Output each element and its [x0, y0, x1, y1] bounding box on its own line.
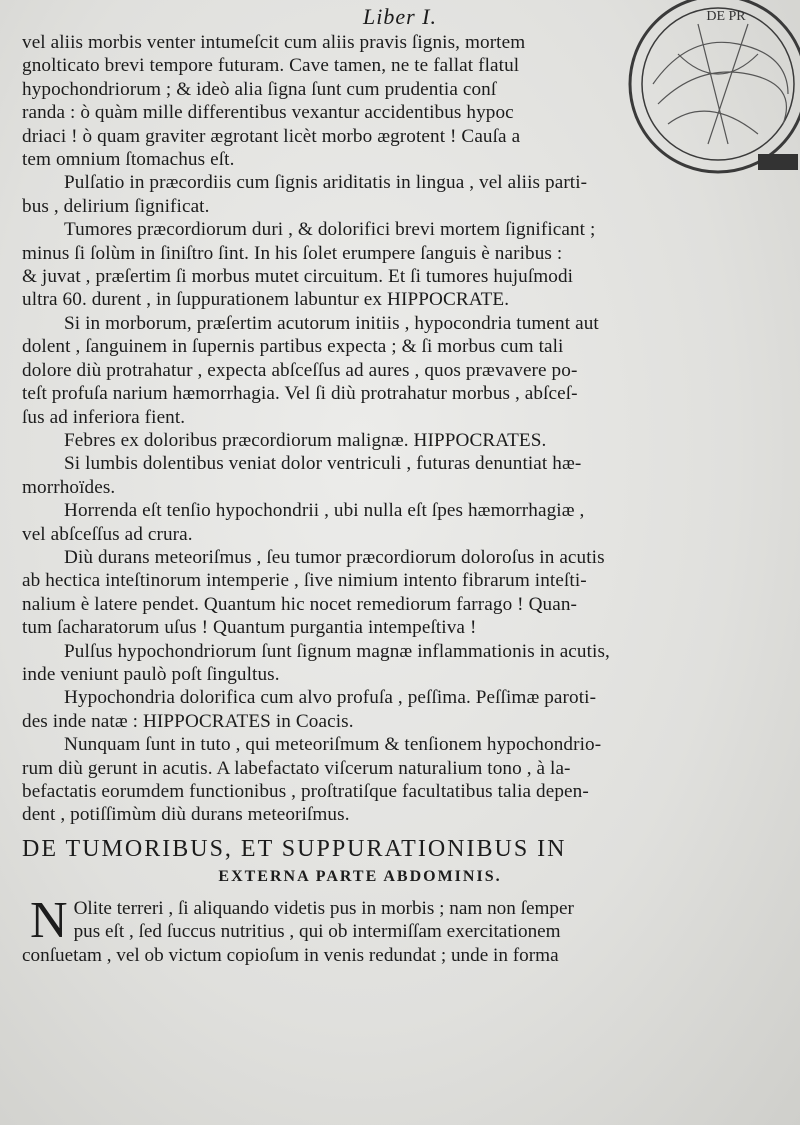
- text-line: Pulſatio in præcordiis cum ſignis ariditatis in lingua , vel aliis parti-: [64, 172, 588, 194]
- text-line: conſuetam , vel ob victum copioſum in venis redundat ; unde in forma: [22, 944, 559, 966]
- text-line: hypochondriorum ; & ideò alia ſigna ſunt cum prudentia conſ: [22, 78, 497, 100]
- text-line: Nunquam ſunt in tuto , qui meteoriſmum & tenſionem hypochondrio-: [64, 734, 602, 756]
- text-line: Pulſus hypochondriorum ſunt ſignum magnæ inflammationis in acutis,: [64, 640, 610, 662]
- section-subheading: EXTERNA PARTE ABDOMINIS.: [218, 868, 502, 885]
- text-line: Horrenda eſt tenſio hypochondrii , ubi nulla eſt ſpes hæmorrhagiæ ,: [64, 500, 585, 522]
- text-line: des inde natæ : HIPPOCRATES in Coacis.: [22, 710, 354, 732]
- text-line: morrhoïdes.: [22, 476, 116, 498]
- text-line: Hypochondria dolorifica cum alvo profuſa , peſſima. Peſſimæ paroti-: [64, 687, 597, 709]
- text-line: pus eſt , ſed ſuccus nutritius , qui ob intermiſſam exercitationem: [73, 921, 561, 943]
- text-line: dent , potiſſimùm diù durans meteoriſmus.: [22, 804, 350, 826]
- text-line: ab hectica inteſtinorum intemperie , ſive nimium intento fibrarum inteſti-: [22, 570, 587, 592]
- text-line: Si lumbis dolentibus veniat dolor ventriculi , futuras denuntiat hæ-: [64, 453, 582, 475]
- text-line: vel aliis morbis venter intumeſcit cum aliis pravis ſignis, mortem: [22, 32, 526, 53]
- text-line: Febres ex doloribus præcordiorum malignæ. HIPPOCRATES.: [64, 429, 547, 451]
- text-line: tem omnium ſtomachus eſt.: [22, 149, 235, 171]
- text-line: Si in morborum, præſertim acutorum initiis , hypocondria tument aut: [64, 312, 599, 334]
- text-line: dolore diù protrahatur , expecta abſceſſus ad aures , quos prævavere po-: [22, 359, 578, 381]
- section-heading: DE TUMORIBUS, ET SUPPURATIONIBUS IN: [22, 836, 567, 862]
- text-line: minus ſi ſolùm in ſiniſtro ſint. In his ſolet erumpere ſanguis è naribus :: [22, 242, 563, 264]
- text-line: nalium è latere pendet. Quantum hic nocet remediorum farrago ! Quan-: [22, 593, 578, 615]
- text-line: rum diù gerunt in acutis. A labefactato viſcerum naturalium tono , à la-: [22, 757, 571, 779]
- text-line: Olite terreri , ſi aliquando videtis pus in morbis ; nam non ſemper: [73, 898, 574, 919]
- text-line: dolent , ſanguinem in ſupernis partibus expecta ; & ſi morbus cum tali: [22, 336, 564, 358]
- running-header: Liber I.: [363, 4, 437, 29]
- text-line: Tumores præcordiorum duri , & dolorifici brevi mortem ſignificant ;: [64, 219, 596, 241]
- text-line: randa : ò quàm mille differentibus vexantur accidentibus hypoc: [22, 102, 514, 124]
- text-line: ſus ad inferiora fient.: [22, 406, 186, 428]
- text-line: vel abſceſſus ad crura.: [22, 523, 193, 545]
- text-line: & juvat , præſertim ſi morbus mutet circuitum. Et ſi tumores hujuſmodi: [22, 266, 574, 288]
- text-line: inde veniunt paulò poſt ſingultus.: [22, 663, 280, 685]
- text-line: befactatis eorumdem functionibus , proſtratiſque facultatibus talia depen-: [22, 781, 589, 802]
- stamp-label: DE PR: [706, 9, 746, 24]
- text-line: Diù durans meteoriſmus , ſeu tumor præcordiorum doloroſus in acutis: [64, 546, 605, 568]
- drop-cap: N: [30, 892, 68, 949]
- text-line: gnolticato brevi tempore futuram. Cave tamen, ne te fallat flatul: [22, 55, 520, 77]
- text-line: teſt profuſa narium hæmorrhagia. Vel ſi diù protrahatur morbus , abſceſ-: [22, 383, 578, 405]
- text-line: tum ſacharatorum uſus ! Quantum purgantia intempeſtiva !: [22, 617, 477, 639]
- text-line: bus , delirium ſignificat.: [22, 195, 210, 217]
- text-line: driaci ! ò quam graviter ægrotant licèt morbo ægrotent ! Cauſa a: [22, 125, 521, 147]
- paragraph-block: [22, 31, 662, 827]
- text-line: ultra 60. durent , in ſuppurationem labuntur ex HIPPOCRATE.: [22, 289, 510, 311]
- paragraph-block-2: [22, 892, 702, 967]
